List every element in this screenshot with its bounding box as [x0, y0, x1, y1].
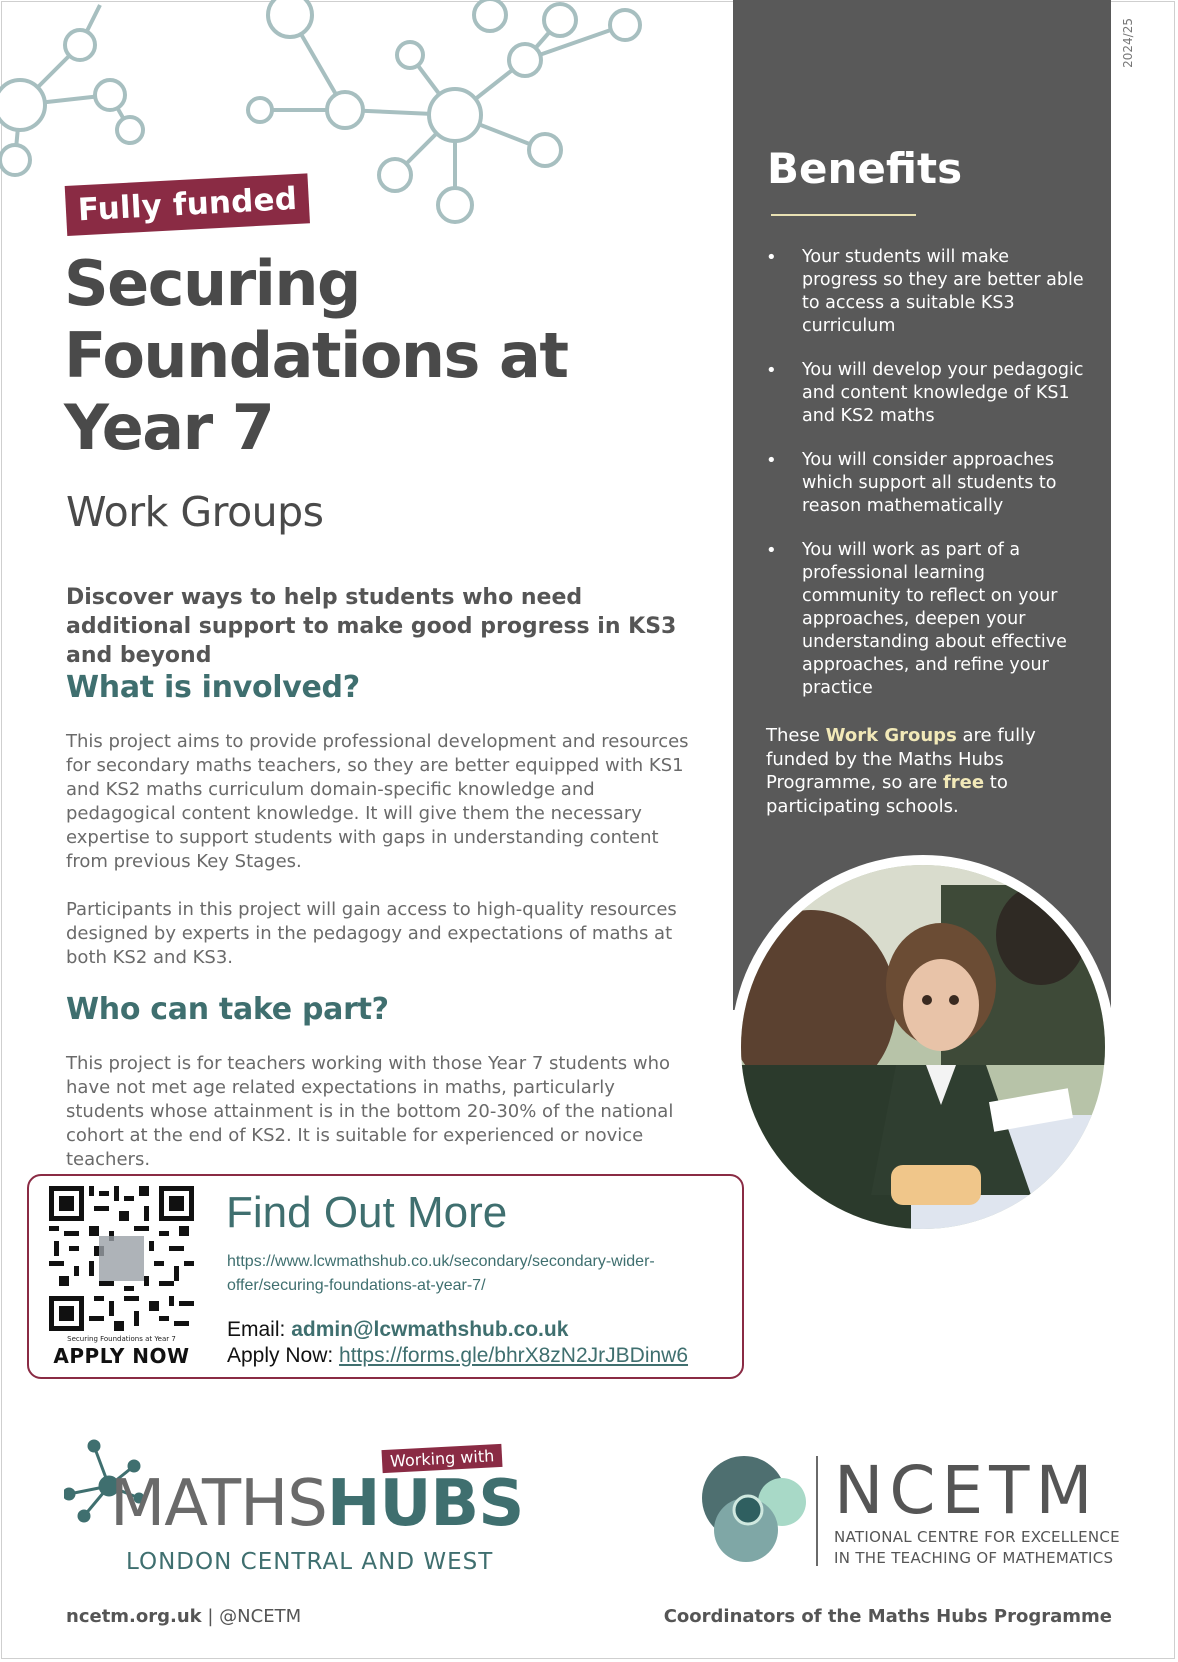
email-link[interactable]: admin@lcwmathshub.co.uk: [291, 1318, 569, 1341]
who-paragraph: This project is for teachers working with those Year 7 students who have not met age related expectations in maths, particularly students whose attainment is in the bottom 20-30% of the national cohort at the end of KS2. It is suitable for experienced or novice teachers.: [66, 1053, 674, 1170]
year-label: 2024/25: [1121, 18, 1135, 68]
involved-heading: What is involved?: [66, 670, 360, 705]
footer-coordinators: Coordinators of the Maths Hubs Programme: [663, 1606, 1112, 1627]
benefit-item: • Your students will make progress so they are better able to access a suitable KS3 curriculum: [766, 246, 1086, 338]
involved-paragraph-1: This project aims to provide professional development and resources for secondary maths teachers, so they are better equipped with KS1 and KS2 maths curriculum domain-specific knowledge and pedagogical content knowledge. It will give them the necessary expertise to support students with gaps in understanding content from previous Key Stages.: [66, 731, 689, 872]
involved-paragraph-2: Participants in this project will gain access to high-quality resources designed by experts in the pedagogy and expectations of maths at both KS2 and KS3.: [66, 899, 677, 968]
benefits-divider: [771, 214, 916, 216]
apply-link[interactable]: https://forms.gle/bhrX8zN2JrJBDinw6: [339, 1344, 689, 1367]
ncetm-site-link[interactable]: ncetm.org.uk: [66, 1606, 202, 1627]
qr-code[interactable]: [49, 1186, 194, 1331]
benefit-item: • You will work as part of a professional learning community to reflect on your approaches, deepen your understanding about effective approaches, and refine your practice: [766, 539, 1086, 700]
working-with-badge: Working with: [381, 1444, 502, 1473]
fully-funded-badge: Fully funded: [65, 173, 311, 236]
footer-links: ncetm.org.uk | @NCETM: [66, 1606, 302, 1627]
qr-caption: Securing Foundations at Year 7: [67, 1335, 176, 1343]
qr-apply-now: APPLY NOW: [53, 1344, 190, 1368]
find-out-more-title: Find Out More: [226, 1188, 508, 1237]
benefit-item: • You will develop your pedagogic and content knowledge of KS1 and KS2 maths: [766, 359, 1086, 428]
ncetm-divider: [816, 1456, 818, 1566]
ncetm-logo-icon: [682, 1450, 807, 1565]
maths-hubs-region: LONDON CENTRAL AND WEST: [126, 1549, 494, 1575]
info-url-link[interactable]: https://www.lcwmathshub.co.uk/secondary/secondary-wider-offer/securing-foundations-at-year-7/: [227, 1253, 655, 1294]
ncetm-full-name: NATIONAL CENTRE FOR EXCELLENCE IN THE TEACHING OF MATHEMATICS: [834, 1528, 1120, 1567]
benefit-item: • You will consider approaches which support all students to reason mathematically: [766, 449, 1086, 518]
page-title: Securing Foundations at Year 7: [64, 247, 568, 464]
highlight-free: free: [942, 772, 985, 793]
benefits-title: Benefits: [767, 144, 963, 193]
page-subtitle: Work Groups: [66, 488, 324, 536]
apply-line: Apply Now: https://forms.gle/bhrX8zN2JrJBDinw6: [227, 1344, 689, 1367]
maths-hubs-wordmark: MATHSHUBS: [110, 1467, 524, 1541]
highlight-work-groups: Work Groups: [825, 725, 957, 746]
who-heading: Who can take part?: [66, 992, 389, 1027]
ncetm-wordmark: NCETM: [834, 1452, 1099, 1529]
funded-note: These Work Groups are fully funded by the Maths Hubs Programme, so are free to participating schools.: [766, 725, 1036, 817]
find-out-more-box: [27, 1174, 744, 1379]
lead-text: Discover ways to help students who need additional support to make good progress in KS3 and beyond: [66, 585, 677, 668]
benefits-list: [766, 246, 1086, 721]
ncetm-handle[interactable]: @NCETM: [219, 1606, 302, 1627]
classroom-photo: [731, 855, 1115, 1239]
email-line: Email: admin@lcwmathshub.co.uk: [227, 1318, 569, 1341]
